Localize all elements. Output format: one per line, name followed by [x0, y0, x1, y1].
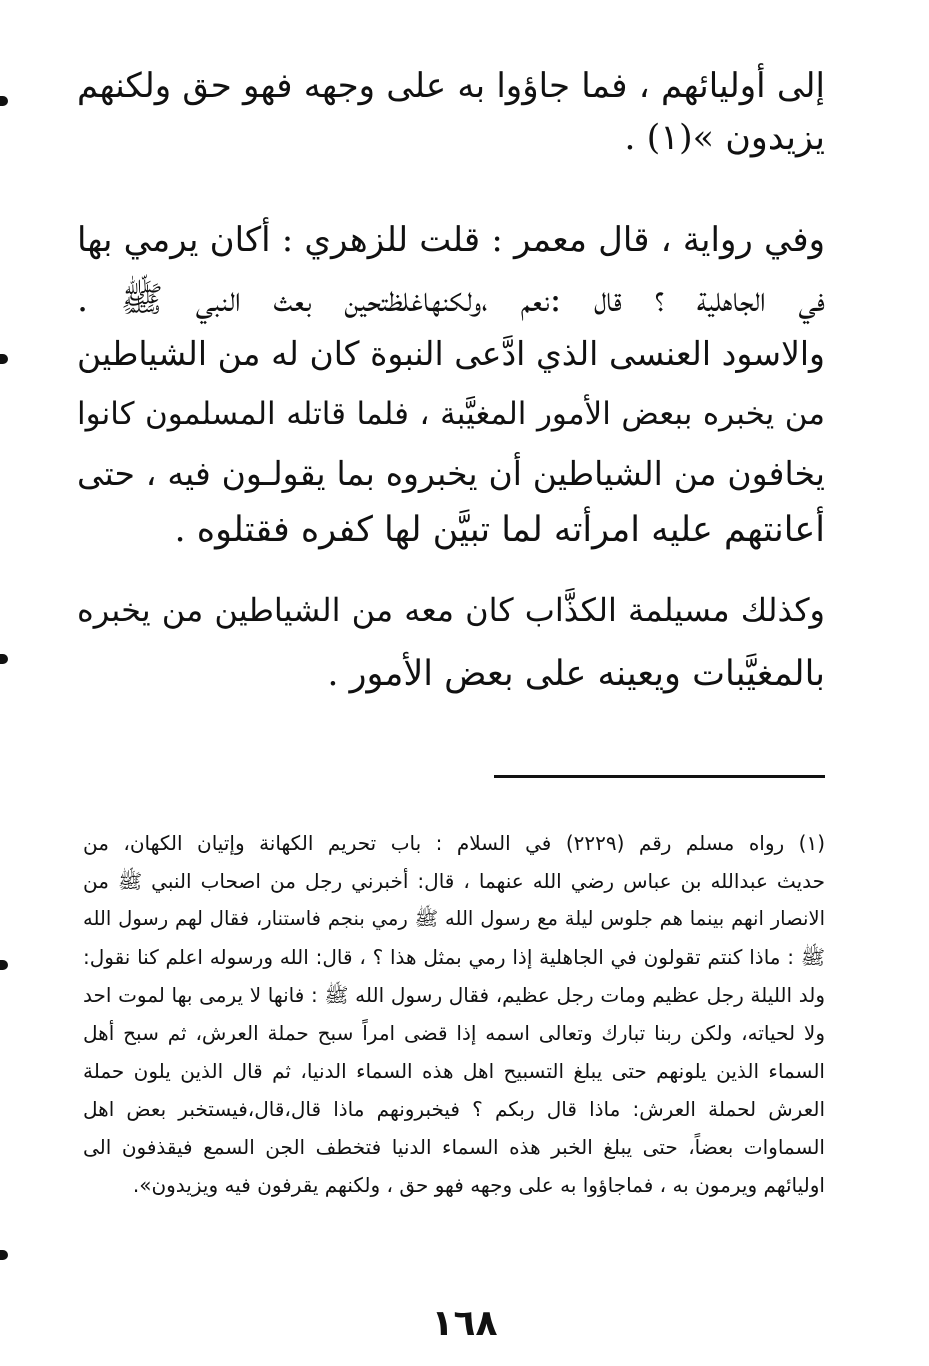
- main-text-line: في الجاهلية ؟ قال :نعم ،ولكنهاغلظتحين بعث النبي ﷺ .: [77, 280, 825, 320]
- binding-mark: [0, 354, 8, 364]
- page-number: ١٦٨: [431, 1303, 498, 1344]
- footnote-line: ولد الليلة رجل عظيم ومات رجل عظيم، فقال رسول الله ﷺ : فانها لا يرمى بها لموت احد: [83, 983, 825, 1007]
- binding-mark: [0, 96, 8, 106]
- main-text-line: بالمغيَّبات ويعينه على بعض الأمور .: [327, 654, 825, 694]
- footnote-line: العرش لحملة العرش: ماذا قال ربكم ؟ فيخبرونهم ماذا قال،قال،فيستخبر بعض اهل: [83, 1097, 825, 1121]
- binding-mark: [0, 960, 8, 970]
- main-text-line: وكذلك مسيلمة الكذَّاب كان معه من الشياطين من يخبره: [77, 591, 825, 629]
- footnote-line: الانصار انهم بينما هم جلوس ليلة مع رسول الله ﷺ رمي بنجم فاستنار، فقال لهم رسول الله: [83, 907, 825, 930]
- binding-mark: [0, 654, 8, 664]
- footnote-line: ﷺ : ماذا كنتم تقولون في الجاهلية إذا رمي بمثل هذا ؟ ، قال: الله ورسوله اعلم كنا نقول:: [83, 945, 825, 969]
- main-text-line: إلى أوليائهم ، فما جاؤوا به على وجهه فهو حق ولكنهم: [77, 66, 825, 106]
- footnote-line: السماء الذين يلونهم حتى يبلغ التسبيح اهل هذه السماء الدنيا، ثم قال الذين يلون حملة: [83, 1059, 825, 1083]
- main-text-line: يزيدون »(١) .: [624, 118, 825, 158]
- main-text-line: وفي رواية ، قال معمر : قلت للزهري : أكان يرمي بها: [77, 220, 825, 260]
- main-text-line: من يخبره ببعض الأمور المغيَّبة ، فلما قاتله المسلمون كانوا: [77, 396, 825, 432]
- footnote-line: (١) رواه مسلم رقم (٢٢٢٩) في السلام : باب تحريم الكهانة وإتيان الكهان، من: [83, 831, 826, 855]
- footnote-line: اوليائهم ويرمون به ، فماجاؤوا به على وجهه فهو حق ، ولكنهم يقرفون فيه ويزيدون».: [132, 1173, 825, 1197]
- binding-mark: [0, 1250, 8, 1260]
- footnote-line: حديث عبدالله بن عباس رضي الله عنهما ، قال: أخبرني رجل من اصحاب النبي ﷺ من: [83, 869, 825, 893]
- footnote-line: السماوات بعضاً، حتى يبلغ الخبر هذه السماء الدنيا فتخطف الجن السمع فيقذفون الى: [83, 1135, 825, 1159]
- main-text-line: أعانتهم عليه امرأته لما تبيَّن لها كفره فقتلوه .: [174, 510, 825, 550]
- main-text-line: يخافون من الشياطين أن يخبروه بما يقولـون فيه ، حتى: [77, 454, 825, 493]
- footnote-line: ولا لحياته، ولكن ربنا تبارك وتعالى اسمه إذا قضى امراً سبح حملة العرش، ثم سبح أهل: [83, 1021, 825, 1045]
- footnote-divider: [494, 775, 825, 778]
- main-text-line: والاسود العنسى الذي ادَّعى النبوة كان له من الشياطين: [77, 334, 825, 373]
